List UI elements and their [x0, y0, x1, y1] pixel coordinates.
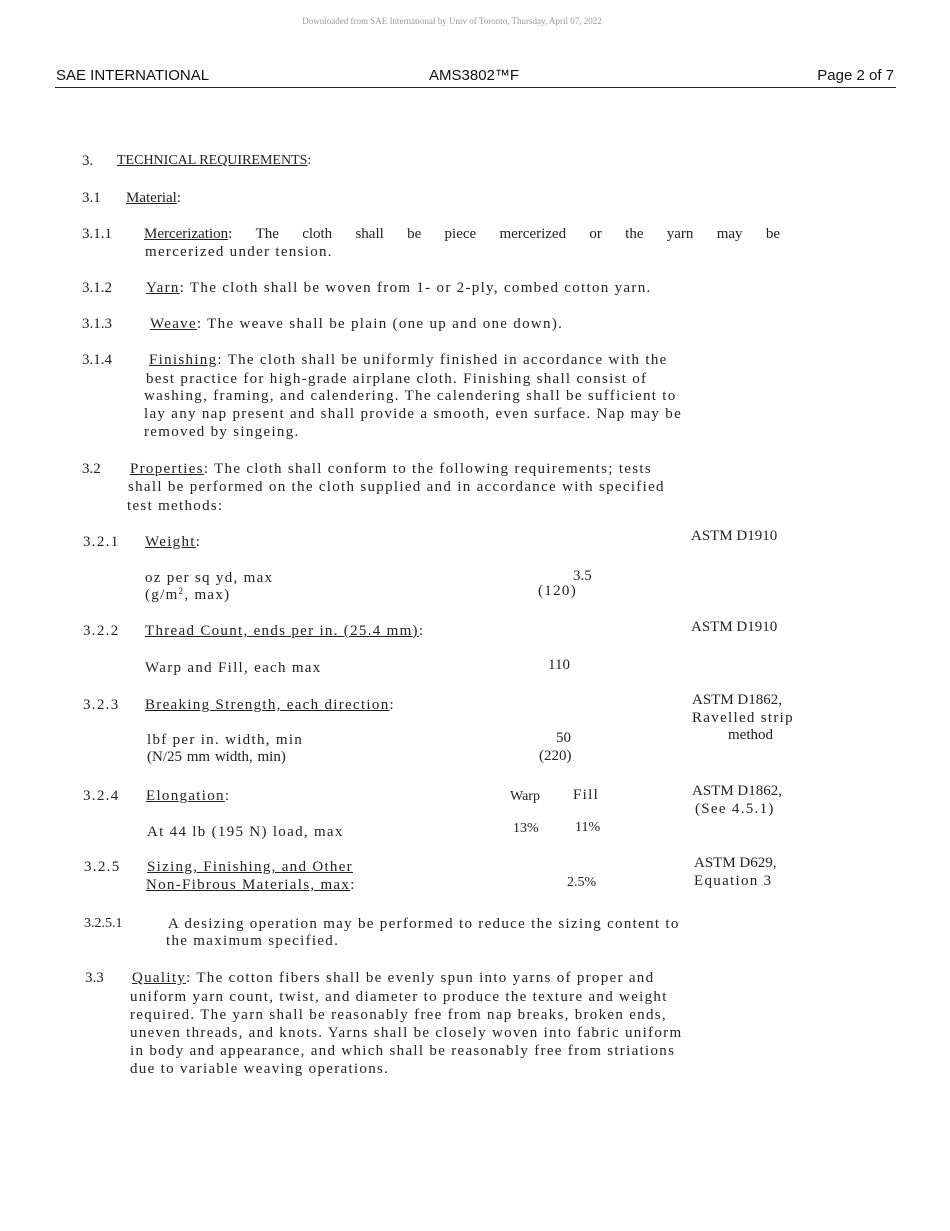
elongation-fill-value: 11% [575, 820, 601, 835]
header-page-number: Page 2 of 7 [817, 67, 894, 84]
section-3-1-heading: Material: [126, 190, 181, 206]
section-3-2-5-method-line1: ASTM D629, [694, 855, 777, 871]
section-3-2-2-heading: Thread Count, ends per in. (25.4 mm): [145, 623, 425, 639]
download-notice: Downloaded from SAE International by Univ of Toronto, Thursday, April 07, 2022 [302, 16, 602, 26]
section-3-2-4-method-line2: (See 4.5.1) [695, 801, 775, 817]
weight-row1-label: oz per sq yd, max [145, 570, 274, 586]
section-3-2-3-method-line1: ASTM D1862, [692, 692, 783, 708]
section-3-1-number: 3.1 [82, 190, 101, 206]
section-3-1-4-line1: Finishing: The cloth shall be uniformly finished in accordance with the [149, 352, 668, 368]
section-3-1-4-line2: best practice for high-grade airplane cloth. Finishing shall consist of [146, 371, 648, 387]
section-3-3-line2: uniform yarn count, twist, and diameter to produce the texture and weight [130, 989, 668, 1005]
section-3-2-5-heading-line1: Sizing, Finishing, and Other [147, 859, 353, 875]
elongation-row-label: At 44 lb (195 N) load, max [147, 824, 344, 840]
section-3-2-1-heading: Weight: [145, 534, 202, 550]
elongation-warp-value: 13% [513, 821, 539, 836]
section-3-1-4-line3: washing, framing, and calendering. The calendering shall be sufficient to [144, 388, 677, 404]
section-3-1-4-line5: removed by singeing. [144, 424, 300, 440]
header-doc-number: AMS3802™F [429, 67, 520, 84]
section-3-2-5-heading-line2: Non-Fibrous Materials, max: [146, 877, 356, 893]
section-3-2-5-1-line2: the maximum specified. [166, 933, 340, 949]
section-3-3-line6: due to variable weaving operations. [130, 1061, 390, 1077]
section-3-1-2-text: Yarn: The cloth shall be woven from 1- or 2-ply, combed cotton yarn. [146, 280, 652, 296]
section-3-2-4-method-line1: ASTM D1862, [692, 783, 783, 799]
section-3-3-number: 3.3 [85, 970, 104, 986]
section-3-3-line1: Quality: The cotton fibers shall be evenly spun into yarns of proper and [132, 970, 655, 986]
elongation-col-warp: Warp [510, 789, 540, 804]
section-3-2-line1: Properties: The cloth shall conform to the following requirements; tests [130, 461, 652, 477]
sizing-value: 2.5% [567, 875, 597, 890]
section-3-2-4-number: 3.2.4 [83, 788, 120, 804]
section-3-2-line2: shall be performed on the cloth supplied and in accordance with specified [128, 479, 665, 495]
section-3-1-1-line1: Mercerization: The cloth shall be piece mercerized or the yarn may be [144, 226, 780, 242]
section-3-1-2-number: 3.1.2 [82, 280, 112, 296]
section-3-1-1-line2: mercerized under tension. [145, 244, 333, 260]
section-3-3-line5: in body and appearance, and which shall be reasonably free from striations [130, 1043, 676, 1059]
section-3-3-line3: required. The yarn shall be reasonably free from nap breaks, broken ends, [130, 1007, 667, 1023]
section-3-2-5-1-number: 3.2.5.1 [84, 916, 123, 931]
section-3-1-3-text: Weave: The weave shall be plain (one up and one down). [150, 316, 564, 332]
weight-row2-label: ($g/m^2$, max) [145, 586, 231, 603]
section-3-2-5-number: 3.2.5 [84, 859, 121, 875]
section-3-2-1-method: ASTM D1910 [691, 528, 778, 544]
header-rule [55, 87, 896, 88]
section-3-2-5-1-line1: A desizing operation may be performed to reduce the sizing content to [168, 916, 680, 932]
section-3-1-4-line4: lay any nap present and shall provide a smooth, even surface. Nap may be [144, 406, 683, 422]
section-3-2-1-number: 3.2.1 [83, 534, 120, 550]
section-3-1-3-number: 3.1.3 [82, 316, 112, 332]
breaking-row2-label: (N/25 mm width, min) [147, 749, 286, 765]
section-3-heading: TECHNICAL REQUIREMENTS: [117, 153, 312, 168]
section-3-2-3-heading: Breaking Strength, each direction: [145, 697, 395, 713]
section-3-2-3-number: 3.2.3 [83, 697, 120, 713]
section-3-2-2-method: ASTM D1910 [691, 619, 778, 635]
section-3-1-1-number: 3.1.1 [82, 226, 112, 242]
section-3-3-line4: uneven threads, and knots. Yarns shall be closely woven into fabric uniform [130, 1025, 683, 1041]
section-3-2-2-number: 3.2.2 [83, 623, 120, 639]
section-3-2-4-heading: Elongation: [146, 788, 231, 804]
section-3-2-3-method-line2: Ravelled strip [692, 710, 794, 726]
weight-row1-value: 3.5 [573, 568, 592, 584]
thread-count-row-value: 110 [548, 657, 570, 673]
thread-count-row-label: Warp and Fill, each max [145, 660, 322, 676]
section-3-2-5-method-line2: Equation 3 [694, 873, 773, 889]
breaking-row1-label: lbf per in. width, min [147, 732, 304, 748]
breaking-row1-value: 50 [556, 730, 571, 746]
weight-row2-value: (120) [538, 583, 577, 599]
section-3-2-3-method-line3: method [728, 727, 773, 743]
section-3-1-4-number: 3.1.4 [82, 352, 112, 368]
elongation-col-fill: Fill [573, 787, 600, 803]
section-3-2-line3: test methods: [127, 498, 224, 514]
breaking-row2-value: (220) [539, 748, 572, 764]
header-org: SAE INTERNATIONAL [56, 67, 210, 84]
section-3-number: 3. [82, 153, 94, 169]
section-3-2-number: 3.2 [82, 461, 101, 477]
